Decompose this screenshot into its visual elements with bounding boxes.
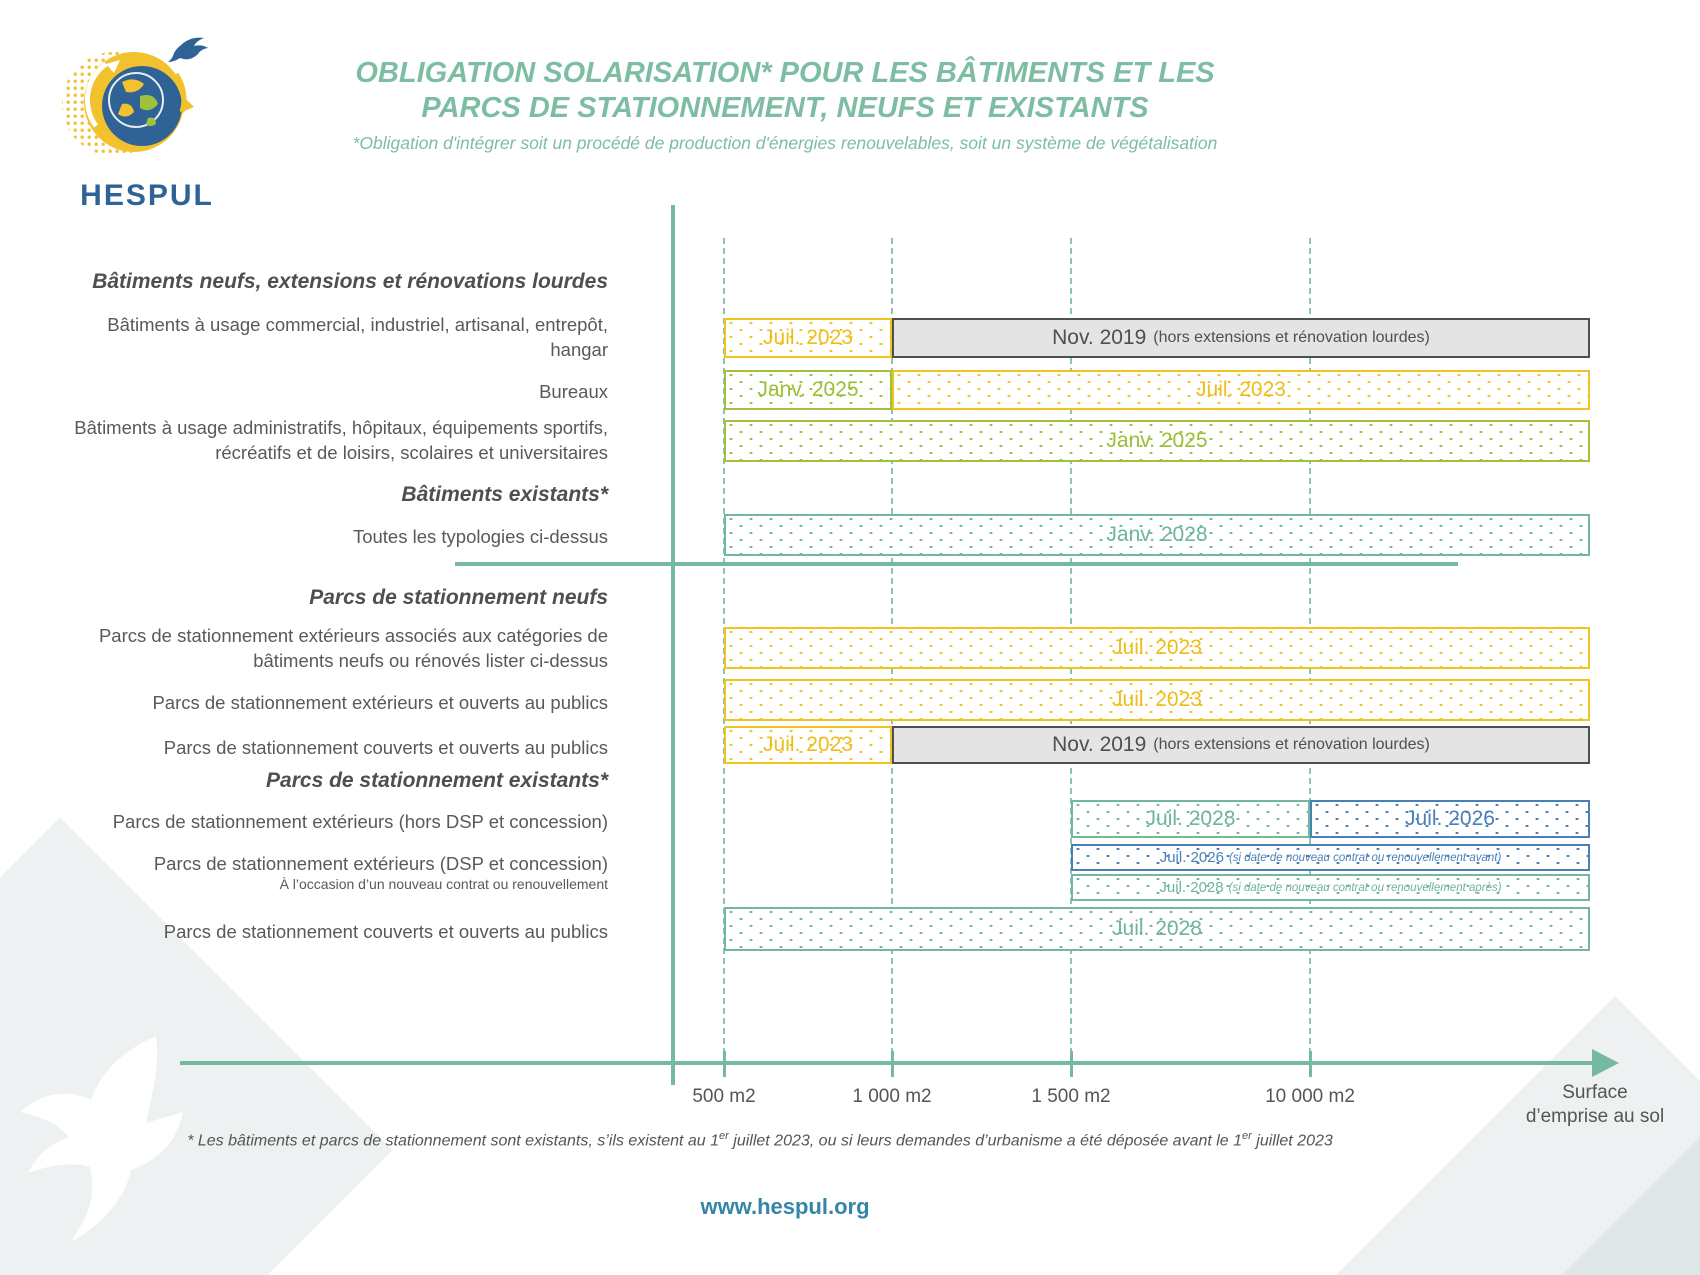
y-axis-line [671, 205, 675, 1085]
bar-date-suffix: (hors extensions et rénovation lourdes) [1153, 329, 1430, 346]
bar-date-label: Juil. 2023 [1196, 378, 1286, 401]
bar-segment [724, 370, 892, 410]
footnote-text: juillet 2023 [1251, 1132, 1333, 1150]
page-title-line1: OBLIGATION SOLARISATION* POUR LES BÂTIMENTS ET LES [355, 57, 1215, 89]
axis-tick [891, 1051, 894, 1077]
row-label: Parcs de stationnement extérieurs (hors DSP et concession) [112, 811, 608, 832]
row-label: Parcs de stationnement couverts et ouverts au publics [163, 737, 608, 758]
bar-date-label: Juil. 2023 [763, 733, 853, 756]
bar-date-suffix: (hors extensions et rénovation lourdes) [1153, 736, 1430, 753]
axis-tick [1070, 1051, 1073, 1077]
bar-date-label: Juil. 2028 [1159, 879, 1224, 896]
axis-tick-label: 10 000 m2 [1265, 1086, 1355, 1107]
section-header: Bâtiments existants* [401, 483, 608, 506]
bar-date-label: Juil. 2026 [1405, 807, 1495, 830]
row-sublabel: À l’occasion d’un nouveau contrat ou renouvellement [279, 876, 608, 892]
hespul-logo-text: HESPUL [80, 179, 214, 212]
bar-segment [892, 726, 1590, 764]
bar-segment [724, 318, 892, 358]
bar-date-label: Juil. 2028 [1145, 807, 1236, 830]
bar-segment [1071, 874, 1590, 901]
row-label: Toutes les typologies ci-dessus [352, 526, 608, 547]
bar-segment [1310, 800, 1590, 838]
bar-segment [1071, 800, 1310, 838]
bar-segment [892, 318, 1590, 358]
x-axis-title-line1: Surface [1562, 1082, 1628, 1103]
page-title-line2: PARCS DE STATIONNEMENT, NEUFS ET EXISTANTS [421, 92, 1149, 124]
page-subtitle: *Obligation d'intégrer soit un procédé de production d'énergies renouvelables, soit un système de végétalisation [352, 133, 1218, 153]
bar-date-label: Juil. 2028 [1112, 917, 1202, 940]
bar-date-label: Juil. 2023 [763, 326, 853, 349]
footnote-text: juillet 2023, ou si leurs demandes d’urbanisme a été déposée avant le 1 [728, 1132, 1243, 1150]
bar-date-label: Juil. 2026 [1159, 849, 1224, 866]
website-link[interactable]: www.hespul.org [700, 1194, 870, 1219]
x-axis-arrowhead-icon [1592, 1049, 1619, 1077]
bar-segment [724, 679, 1590, 721]
bar-segment [1071, 844, 1590, 871]
axis-tick [1309, 1051, 1312, 1077]
section-header: Parcs de stationnement neufs [309, 586, 608, 609]
row-label: Parcs de stationnement extérieurs et ouverts au publics [152, 692, 608, 713]
axis-tick-label: 500 m2 [692, 1086, 756, 1107]
footnote-sup: er [1242, 1130, 1252, 1142]
bar-segment [724, 627, 1590, 669]
bar-date-label: Janv. 2028 [1106, 523, 1208, 546]
bar-date-label: Juil. 2023 [1112, 688, 1202, 711]
row-label: Parcs de stationnement extérieurs (DSP et concession) [153, 853, 608, 874]
bar-segment [724, 514, 1590, 556]
axis-tick-label: 1 000 m2 [852, 1086, 932, 1107]
x-axis-title-line2: d’emprise au sol [1525, 1106, 1665, 1127]
bar-segment [724, 726, 892, 764]
bar-date-label: Nov. 2019 [1052, 733, 1147, 756]
bar-date-suffix: (si date de nouveau contrat ou renouvellement après) [1228, 881, 1502, 894]
bar-date-label: Janv. 2025 [1106, 429, 1208, 452]
row-label: Parcs de stationnement couverts et ouverts au publics [163, 921, 608, 942]
bar-date-label: Nov. 2019 [1052, 326, 1147, 349]
row-label: Bâtiments à usage administratifs, hôpitaux, équipements sportifs, récréatifs et de loisirs, scolaires et universitaires [74, 417, 608, 463]
bar-segment [724, 907, 1590, 951]
section-separator-line [455, 562, 1458, 566]
footnote-text: * Les bâtiments et parcs de stationnement sont existants, s’ils existent au 1 [187, 1132, 720, 1150]
bar-date-label: Janv. 2025 [757, 378, 859, 401]
axis-tick-label: 1 500 m2 [1031, 1086, 1111, 1107]
section-header: Parcs de stationnement existants* [266, 769, 608, 792]
axis-tick [723, 1051, 726, 1077]
row-label: Parcs de stationnement extérieurs associés aux catégories de bâtiments neufs ou rénovés lister ci-dessus [98, 625, 608, 671]
footnote-sup: er [719, 1130, 729, 1142]
row-label: Bureaux [539, 381, 608, 402]
footnote [150, 1130, 1370, 1150]
bar-date-label: Juil. 2023 [1112, 636, 1202, 659]
x-axis-line [180, 1061, 1596, 1065]
section-header: Bâtiments neufs, extensions et rénovations lourdes [92, 270, 608, 293]
bar-segment [892, 370, 1590, 410]
bar-date-suffix: (si date de nouveau contrat ou renouvellement avant) [1228, 851, 1502, 864]
bar-segment [724, 420, 1590, 462]
x-axis-title [1490, 1081, 1700, 1129]
row-label: Bâtiments à usage commercial, industriel, artisanal, entrepôt, hangar [107, 314, 608, 360]
